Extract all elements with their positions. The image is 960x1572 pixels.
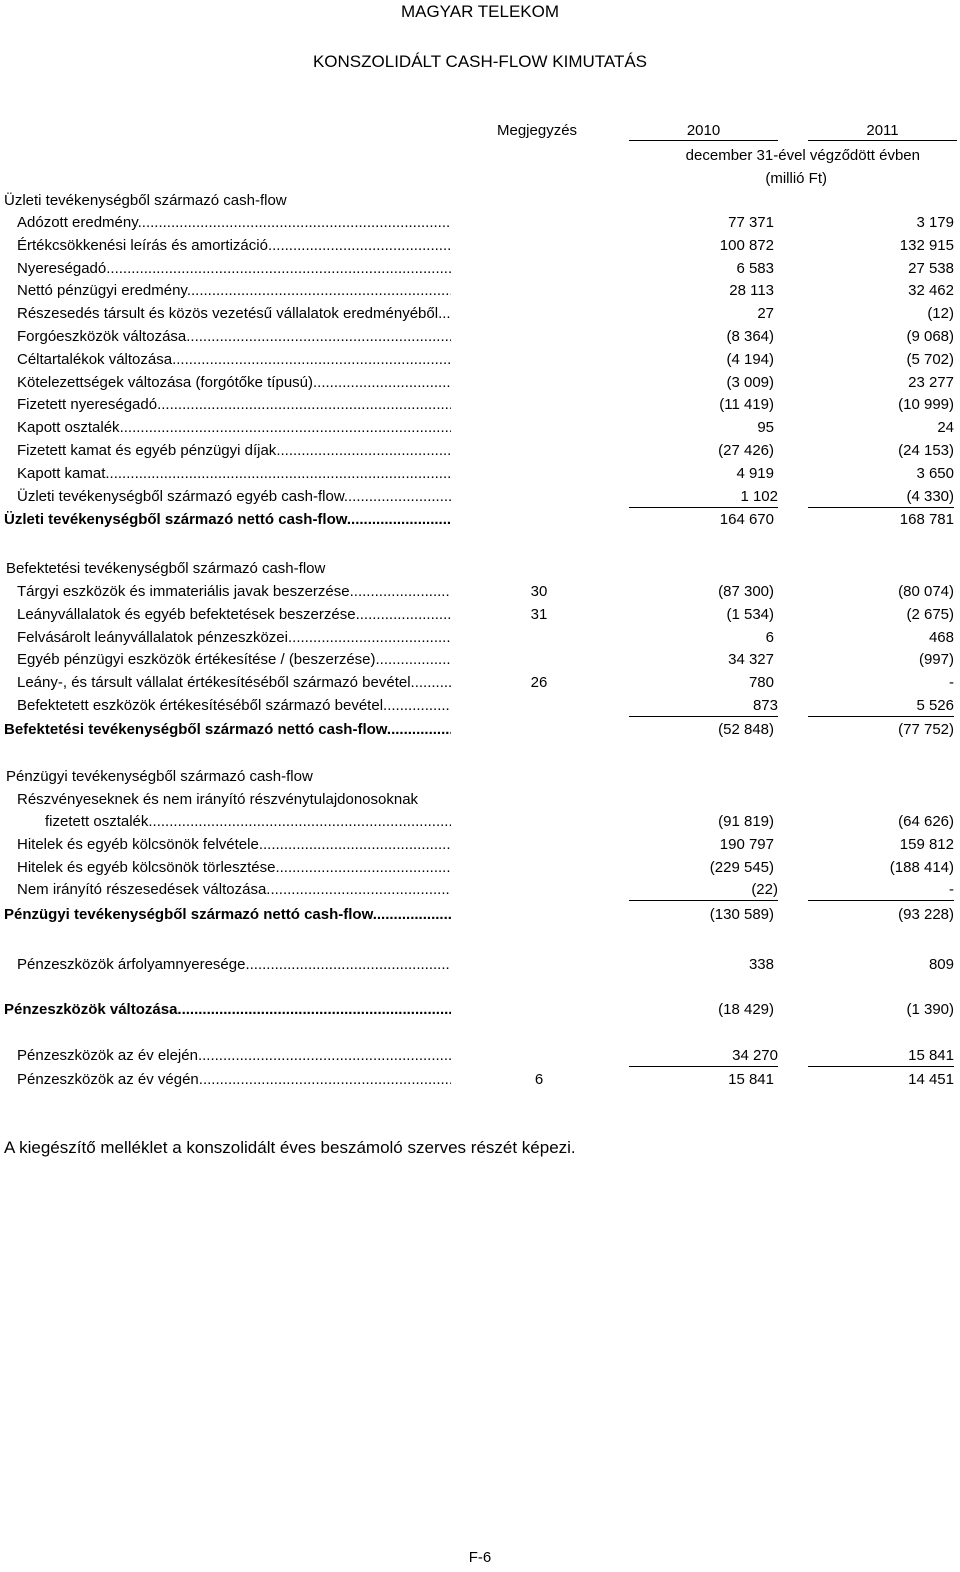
value-2011: 168 781: [899, 511, 954, 528]
row-label: Üzleti tevékenységből származó egyéb cash-flow .....: [17, 485, 451, 508]
investing-section-heading: Befektetési tevékenységből származó cash-flow: [6, 560, 326, 577]
row-label: Kapott kamat .....: [17, 462, 451, 485]
value-2011: (12): [927, 305, 954, 323]
value-2011: (80 074): [898, 583, 954, 600]
row-label: Nettó pénzügyi eredmény .....: [17, 279, 451, 302]
value-2010: 164 670: [719, 511, 774, 528]
table-row: [0, 626, 960, 649]
value-2010: (87 300): [718, 583, 774, 600]
table-row: [0, 878, 960, 901]
value-2010: 190 797: [719, 835, 774, 853]
row-label: Pénzeszközök árfolyamnyeresége .....: [17, 953, 451, 976]
cash-opening-row: [0, 1044, 960, 1067]
value-2011: 32 462: [908, 282, 954, 300]
value-2010: (4 194): [726, 350, 774, 368]
value-2010: (22): [629, 878, 778, 901]
value-2011: (93 228): [898, 906, 954, 923]
unit-caption: (millió Ft): [765, 170, 827, 187]
cash-closing-row: [0, 1068, 960, 1091]
table-row: [0, 462, 960, 485]
row-label: Pénzeszközök az év végén .....: [17, 1068, 451, 1091]
row-label: Pénzeszközök változása .....: [4, 998, 451, 1021]
value-2010: 27: [757, 305, 774, 323]
value-2011: -: [808, 878, 954, 901]
row-label: Kapott osztalék .....: [17, 416, 451, 439]
footnote: A kiegészítő melléklet a konszolidált éves beszámoló szerves részét képezi.: [4, 1138, 576, 1157]
value-2011: 27 538: [908, 259, 954, 277]
period-caption: december 31-ével végződött évben: [685, 147, 920, 164]
operating-total-row: [0, 508, 960, 531]
table-row: [0, 211, 960, 234]
row-label: Pénzügyi tevékenységből származó nettó cash-flow .....: [4, 903, 451, 926]
value-2010: (27 426): [718, 442, 774, 459]
value-2011: (64 626): [898, 813, 954, 830]
row-label: Befektetett eszközök értékesítéséből származó bevétel .....: [17, 694, 451, 717]
table-row: [0, 833, 960, 856]
table-row: [0, 485, 960, 508]
note-column-header: Megjegyzés: [497, 122, 578, 139]
investing-total-row: [0, 718, 960, 741]
value-2010: 15 841: [728, 1071, 774, 1088]
operating-section-heading: Üzleti tevékenységből származó cash-flow: [4, 192, 287, 209]
value-2010: (18 429): [718, 1001, 774, 1018]
company-name: MAGYAR TELEKOM: [400, 2, 560, 21]
value-2010: 100 872: [719, 236, 774, 254]
value-2011: (4 330): [808, 485, 954, 508]
row-label: Tárgyi eszközök és immateriális javak beszerzése .....: [17, 580, 451, 603]
value-2010: 34 327: [728, 651, 774, 669]
row-label: fizetett osztalék .....: [45, 810, 451, 833]
table-row: [0, 671, 960, 694]
row-label: Befektetési tevékenységből származó nettó cash-flow .....: [4, 718, 451, 741]
value-2011: -: [949, 674, 954, 692]
note-ref: 30: [530, 583, 548, 600]
year-2011-header: 2011: [808, 122, 957, 141]
row-label: Forgóeszközök változása .....: [17, 325, 451, 348]
value-2010: 6 583: [736, 259, 774, 277]
value-2011: (9 068): [906, 328, 954, 345]
row-label: Céltartalékok változása .....: [17, 348, 451, 371]
year-2010-header: 2010: [629, 122, 778, 141]
value-2010: 6: [765, 628, 774, 646]
value-2011: 23 277: [908, 373, 954, 391]
value-2010: 77 371: [728, 214, 774, 231]
table-row: [0, 302, 960, 325]
row-label: Nem irányító részesedések változása .....: [17, 878, 451, 901]
fx-gain-row: [0, 953, 960, 976]
table-row: [0, 810, 960, 833]
row-label: Egyéb pénzügyi eszközök értékesítése / (beszerzése) .....: [17, 648, 451, 671]
value-2010: 1 102: [629, 485, 778, 508]
value-2010: (11 419): [719, 396, 774, 414]
value-2011: (77 752): [898, 721, 954, 738]
value-2011: (2 675): [906, 605, 954, 623]
value-2011: 3 179: [916, 214, 954, 231]
value-2010: 4 919: [736, 464, 774, 482]
value-2011: (24 153): [898, 442, 954, 459]
value-2010: (8 364): [726, 328, 774, 345]
row-label: Részvényeseknek és nem irányító részvénytulajdonosoknak: [17, 791, 419, 808]
page-number: F-6: [468, 1549, 492, 1566]
value-2010: 338: [748, 956, 774, 973]
value-2010: (229 545): [709, 858, 774, 876]
row-label: Részesedés társult és közös vezetésű vállalatok eredményéből .....: [17, 302, 451, 325]
value-2011: 132 915: [899, 236, 954, 254]
row-label: Pénzeszközök az év elején .....: [17, 1044, 451, 1067]
value-2011: (997): [918, 651, 954, 669]
value-2010: 34 270: [629, 1044, 778, 1067]
table-row: [0, 348, 960, 371]
value-2011: (188 414): [889, 858, 954, 876]
table-row: [0, 856, 960, 879]
value-2011: (1 390): [906, 1001, 954, 1018]
table-row: [0, 648, 960, 671]
row-label: Kötelezettségek változása (forgótőke típusú) .....: [17, 371, 451, 394]
row-label: Hitelek és egyéb kölcsönök törlesztése .....: [17, 856, 451, 879]
value-2011: 5 526: [808, 694, 954, 717]
cash-change-row: [0, 998, 960, 1021]
value-2010: 873: [629, 694, 778, 717]
row-label: Értékcsökkenési leírás és amortizáció .....: [17, 234, 451, 257]
value-2011: 15 841: [808, 1044, 954, 1067]
table-row: [0, 694, 960, 717]
value-2011: 14 451: [908, 1071, 954, 1088]
table-row: [0, 371, 960, 394]
table-row: [0, 393, 960, 416]
table-row: [0, 580, 960, 603]
table-row: [0, 416, 960, 439]
value-2010: (1 534): [726, 605, 774, 623]
document-title: KONSZOLIDÁLT CASH-FLOW KIMUTATÁS: [312, 52, 648, 71]
row-label: Üzleti tevékenységből származó nettó cash-flow .....: [4, 508, 451, 531]
note-ref: 31: [530, 605, 548, 623]
value-2011: 468: [928, 628, 954, 646]
value-2010: 28 113: [729, 282, 774, 300]
table-row: [0, 325, 960, 348]
value-2010: (52 848): [718, 721, 774, 738]
table-row: [0, 279, 960, 302]
value-2010: 95: [757, 419, 774, 437]
row-label: Felvásárolt leányvállalatok pénzeszközei .....: [17, 626, 451, 649]
table-row: [0, 439, 960, 462]
table-row: [0, 603, 960, 626]
financing-total-row: [0, 903, 960, 926]
row-label: Nyereségadó .....: [17, 257, 451, 280]
value-2011: 3 650: [916, 464, 954, 482]
value-2010: (91 819): [718, 813, 774, 830]
table-row: [0, 257, 960, 280]
row-label: Adózott eredmény .....: [17, 211, 451, 234]
row-label: Fizetett nyereségadó .....: [17, 393, 451, 416]
row-label: Hitelek és egyéb kölcsönök felvétele .....: [17, 833, 451, 856]
financing-dividend-line1: [0, 788, 960, 811]
note-ref: 6: [534, 1071, 544, 1088]
row-label: Leányvállalatok és egyéb befektetések beszerzése .....: [17, 603, 451, 626]
value-2011: (10 999): [898, 396, 954, 414]
row-label: Fizetett kamat és egyéb pénzügyi díjak .....: [17, 439, 451, 462]
table-row: [0, 234, 960, 257]
note-ref: 26: [530, 674, 548, 692]
financing-section-heading: Pénzügyi tevékenységből származó cash-flow: [6, 768, 313, 785]
value-2011: 809: [928, 956, 954, 973]
value-2011: 24: [937, 419, 954, 437]
value-2011: 159 812: [899, 835, 954, 853]
value-2011: (5 702): [906, 350, 954, 368]
value-2010: (130 589): [709, 906, 774, 923]
value-2010: (3 009): [726, 373, 774, 391]
row-label: Leány-, és társult vállalat értékesítéséből származó bevétel .....: [17, 671, 451, 694]
value-2010: 780: [748, 674, 774, 692]
